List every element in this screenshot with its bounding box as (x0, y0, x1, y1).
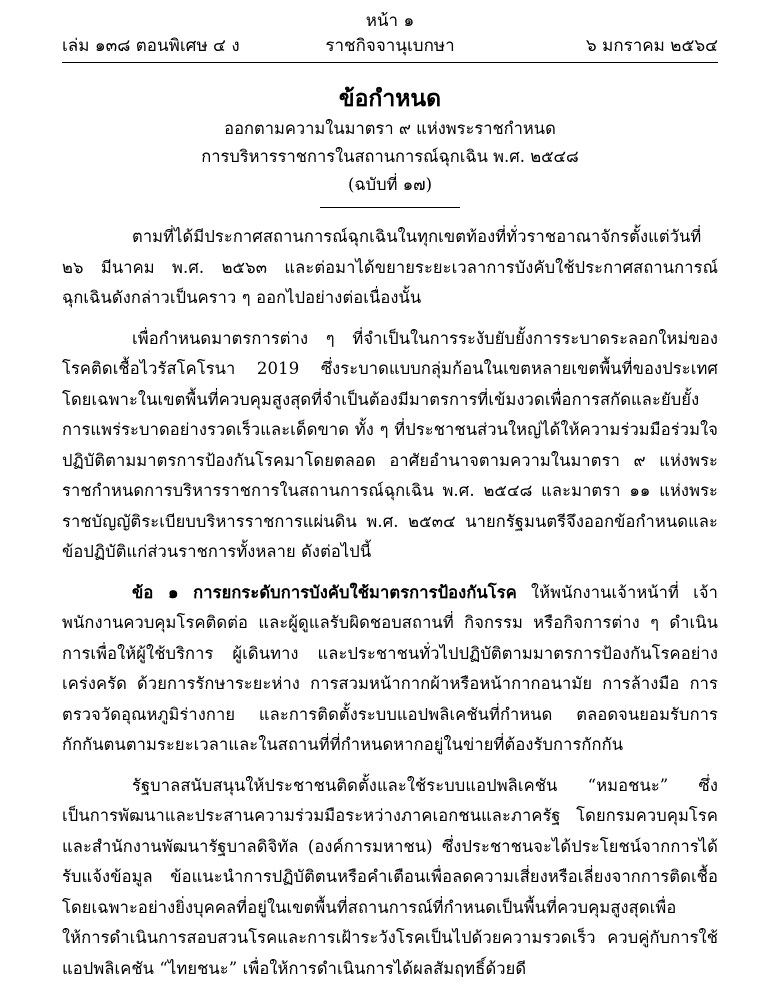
title-block (62, 83, 718, 208)
volume-info: เล่ม ๑๓๘ ตอนพิเศษ ๔ ง (62, 34, 281, 58)
document-body (62, 222, 718, 984)
paragraph-preamble: ตามที่ได้มีประกาศสถานการณ์ฉุกเฉินในทุกเขตท้องที่ทั่วราชอาณาจักรตั้งแต่วันที่ ๒๖ มีนาคม พ.ศ. ๒๕๖๓ และต่อมาได้ขยายระยะเวลาการบังคับใช้ประกาศสถานการณ์ฉุกเฉินดังกล่าวเป็นคราว ๆ ออกไปอย่างต่อเนื่องนั้น (62, 222, 718, 314)
clause-1-text: ให้พนักงานเจ้าหน้าที่ เจ้าพนักงานควบคุมโรคติดต่อ และผู้ดูแลรับผิดชอบสถานที่ กิจกรรม หรือกิจการต่าง ๆ ดำเนินการเพื่อให้ผู้ใช้บริการ ผู้เดินทาง และประชาชนทั่วไปปฏิบัติตามมาตรการป้องกันโรคอย่างเคร่งครัด ด้วยการรักษาระยะห่าง การสวมหน้ากากผ้าหรือหน้ากากอนามัย การล้างมือ การตรวจวัดอุณหภูมิร่างกาย และการติดตั้งระบบแอปพลิเคชันที่กำหนด ตลอดจนยอมรับการกักกันตนตามระยะเวลาและในสถานที่ที่กำหนดหากอยู่ในข่ายที่ต้องรับการกักกัน (62, 583, 718, 755)
gazette-header (62, 34, 718, 58)
subtitle-line-2: การบริหารราชการในสถานการณ์ฉุกเฉิน พ.ศ. ๒๕๔๘ (62, 143, 718, 171)
header-divider (62, 62, 718, 63)
gazette-name: ราชกิจจานุเบกษา (281, 34, 500, 58)
clause-1-heading: ข้อ ๑ การยกระดับการบังคับใช้มาตรการป้องกันโรค (132, 583, 517, 602)
paragraph-app-support: รัฐบาลสนับสนุนให้ประชาชนติดตั้งและใช้ระบบแอปพลิเคชัน “หมอชนะ” ซึ่งเป็นการพัฒนาและประสานความร่วมมือระหว่างภาคเอกชนและภาครัฐ โดยกรมควบคุมโรคและสำนักงานพัฒนารัฐบาลดิจิทัล (องค์การมหาชน) ซึ่งประชาชนจะได้ประโยชน์จากการได้รับแจ้งข้อมูล ข้อแนะนำการปฏิบัติตนหรือคำเตือนเพื่อลดความเสี่ยงหรือเลี่ยงจากการติดเชื้อ โดยเฉพาะอย่างยิ่งบุคคลที่อยู่ในเขตพื้นที่สถานการณ์ที่กำหนดเป็นพื้นที่ควบคุมสูงสุดเพื่อให้การดำเนินการสอบสวนโรคและการเฝ้าระวังโรคเป็นไปด้วยความรวดเร็ว ควบคู่กับการใช้แอปพลิเคชัน “ไทยชนะ” เพื่อให้การดำเนินการได้ผลสัมฤทธิ์ด้วยดี (62, 771, 718, 984)
clause-1 (62, 578, 718, 761)
document-title: ข้อกำหนด (62, 83, 718, 115)
page-number: หน้า ๑ (62, 10, 718, 32)
publication-date: ๖ มกราคม ๒๕๖๔ (499, 34, 718, 58)
paragraph-authority: เพื่อกำหนดมาตรการต่าง ๆ ที่จำเป็นในการระงับยับยั้งการระบาดระลอกใหม่ของโรคติดเชื้อไวรัสโคโรนา 2019 ซึ่งระบาดแบบกลุ่มก้อนในเขตหลายเขตพื้นที่ของประเทศ โดยเฉพาะในเขตพื้นที่ควบคุมสูงสุดที่จำเป็นต้องมีมาตรการที่เข้มงวดเพื่อการสกัดและยับยั้งการแพร่ระบาดอย่างรวดเร็วและเด็ดขาด ทั้ง ๆ ที่ประชาชนส่วนใหญ่ได้ให้ความร่วมมือร่วมใจปฏิบัติตามมาตรการป้องกันโรคมาโดยตลอด อาศัยอำนาจตามความในมาตรา ๙ แห่งพระราชกำหนดการบริหารราชการในสถานการณ์ฉุกเฉิน พ.ศ. ๒๕๔๘ และมาตรา ๑๑ แห่งพระราชบัญญัติระเบียบบริหารราชการแผ่นดิน พ.ศ. ๒๕๓๔ นายกรัฐมนตรีจึงออกข้อกำหนดและข้อปฏิบัติแก่ส่วนราชการทั้งหลาย ดังต่อไปนี้ (62, 324, 718, 568)
issue-number: (ฉบับที่ ๑๗) (62, 171, 718, 199)
subtitle-line-1: ออกตามความในมาตรา ๙ แห่งพระราชกำหนด (62, 115, 718, 143)
title-divider (320, 207, 460, 208)
